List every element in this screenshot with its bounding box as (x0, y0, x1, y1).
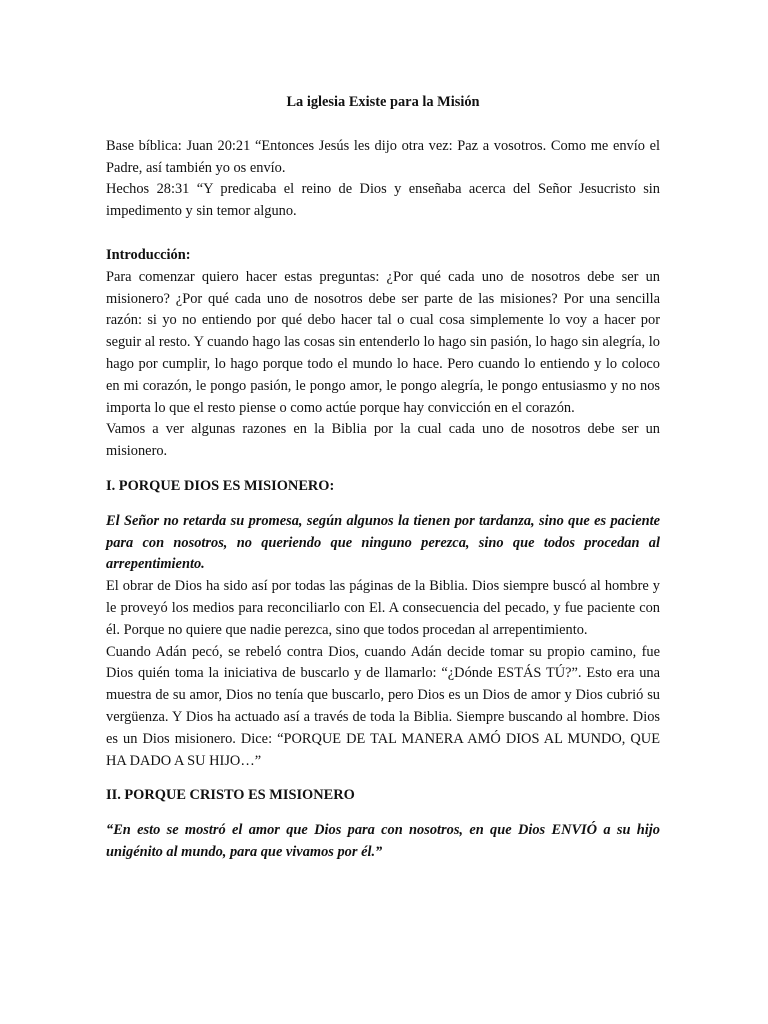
section-2-heading: II. PORQUE CRISTO ES MISIONERO (106, 787, 355, 804)
section-1-verse: El Señor no retarda su promesa, según algunos la tienen por tardanza, sino que es paciente para con nosotros, no queriendo que ninguno perezca, sino que todos procedan al arrepentimiento. (106, 512, 660, 573)
section-1-paragraph-1: El obrar de Dios ha sido así por todas las páginas de la Biblia. Dios siempre buscó al hombre y le proveyó los medios para reconciliarlo con El. A consecuencia del pecado, y fue paciente con él. Porque no quiere que nadie perezca, sino que todos procedan al arrepentimiento. (106, 578, 660, 638)
intro-heading: Introducción: (106, 246, 191, 263)
section-1-heading: I. PORQUE DIOS ES MISIONERO: (106, 477, 335, 494)
section-1-paragraph-2: Cuando Adán pecó, se rebeló contra Dios, cuando Adán decide tomar su propio camino, fue Dios quién toma la iniciativa de buscarlo y de llamarlo: “¿Dónde ESTÁS TÚ?”. Esto era una muestra de su amor, Dios no tenía que buscarlo, pero Dios es un Dios de amor y Dios cubrió su vergüenza. Y Dios ha actuado así a través de toda la Biblia. Siempre buscando al hombre. Dios es un Dios misionero. Dice: “PORQUE DE TAL MANERA AMÓ DIOS AL MUNDO, QUE HA DADO A SU HIJO…” (106, 643, 660, 769)
document-title: La iglesia Existe para la Misión (286, 94, 480, 110)
section-2-verse: “En esto se mostró el amor que Dios para con nosotros, en que Dios ENVIÓ a su hijo unigénito al mundo, para que vivamos por él.” (106, 822, 660, 860)
document-page (106, 92, 660, 864)
intro-paragraph-1: Para comenzar quiero hacer estas preguntas: ¿Por qué cada uno de nosotros debe ser un misionero? ¿Por qué cada uno de nosotros debe ser parte de las misiones? Por una sencilla razón: si yo no entiendo por qué debo hacer tal o cual cosa simplemente lo voy a hacer por seguir al resto. Y cuando hago las cosas sin entenderlo lo hago sin pasión, lo hago sin alegría, lo hago por cumplir, lo hago porque todo el mundo lo hace. Pero cuando lo entiendo y lo coloco en mi corazón, le pongo pasión, le pongo amor, le pongo alegría, le pongo entusiasmo y no nos importa lo que el resto piense o como actúe porque hay convicción en el corazón. (106, 268, 660, 416)
base-biblica-paragraph: Base bíblica: Juan 20:21 “Entonces Jesús les dijo otra vez: Paz a vosotros. Como me envío el Padre, así también yo os envío. (106, 137, 660, 176)
hechos-paragraph: Hechos 28:31 “Y predicaba el reino de Dios y enseñaba acerca del Señor Jesucristo sin impedimento y sin temor alguno. (106, 181, 660, 220)
intro-paragraph-2: Vamos a ver algunas razones en la Biblia por la cual cada uno de nosotros debe ser un misionero. (106, 421, 660, 460)
